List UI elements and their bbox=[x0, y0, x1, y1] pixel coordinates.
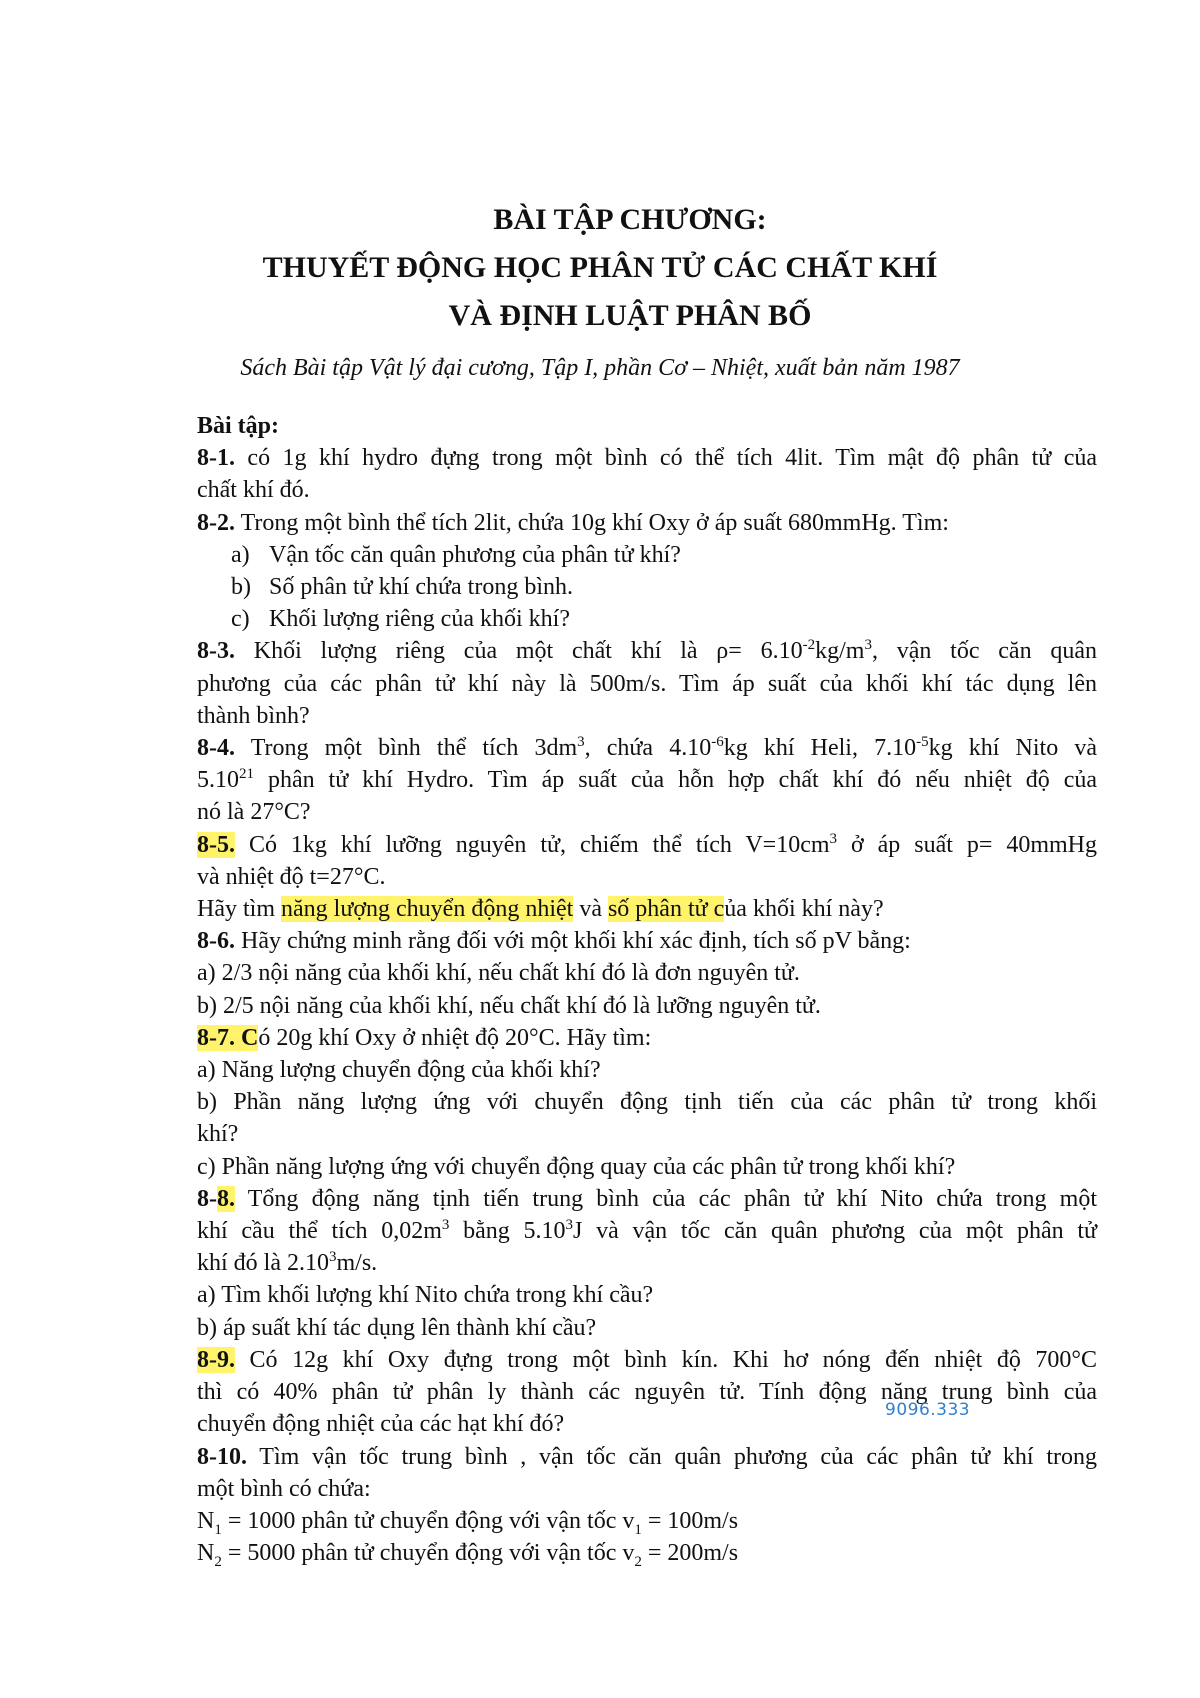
exercise-number: 8-10. bbox=[197, 1443, 247, 1470]
exercise-number-highlighted: 8-7. C bbox=[197, 1024, 259, 1051]
watermark-id: 9096.333 bbox=[885, 1400, 971, 1420]
exercise-8-3: 8-3. Khối lượng riêng của một chất khí là $\rho= 6.10^{-2}kg/m^3$, vận tốc căn quân bbox=[197, 637, 1098, 665]
document-title bbox=[0, 196, 1200, 340]
exercise-8-10: 8-10. Tìm vận tốc trung bình , vận tốc căn quân phương của các phân tử khí trong bbox=[197, 1443, 1097, 1470]
exercise-8-7: 8-7. Có 20g khí Oxy ở nhiệt độ 20°C. Hãy tìm: bbox=[197, 1024, 652, 1051]
exercise-number: 8-8. bbox=[197, 1185, 235, 1212]
source-subtitle: Sách Bài tập Vật lý đại cương, Tập I, phần Cơ – Nhiệt, xuất bản năm 1987 bbox=[240, 355, 960, 381]
highlighted-text: năng lượng chuyển động nhiệt bbox=[281, 896, 574, 923]
exercise-8-1: 8-1. có 1g khí hydro đựng trong một bình có thể tích 4lit. Tìm mật độ phân tử của bbox=[197, 445, 1097, 472]
exercise-number-highlighted: 8-5. bbox=[197, 831, 235, 858]
list-item: a) Vận tốc căn quân phương của phân tử khí? bbox=[231, 541, 681, 568]
title-line-1: BÀI TẬP CHƯƠNG: bbox=[493, 203, 767, 236]
list-item: $N_1 = 1000$ phân tử chuyển động với vận tốc $v_1 = 100m/s$ bbox=[197, 1507, 739, 1538]
section-heading: Bài tập: bbox=[197, 413, 280, 439]
title-line-2: THUYẾT ĐỘNG HỌC PHÂN TỬ CÁC CHẤT KHÍ bbox=[262, 251, 938, 284]
exercise-8-9: 8-9. Có 12g khí Oxy đựng trong một bình kín. Khi hơ nóng đến nhiệt độ 700°C bbox=[197, 1346, 1097, 1373]
list-item: c) Phần năng lượng ứng với chuyển động quay của các phân tử trong khối khí? bbox=[197, 1153, 956, 1180]
exercise-number-highlighted: 8-9. bbox=[197, 1346, 235, 1373]
list-item: b) Số phân tử khí chứa trong bình. bbox=[231, 574, 573, 601]
list-item: b) Phần năng lượng ứng với chuyển động tịnh tiến của các phân tử trong khối bbox=[197, 1089, 1097, 1116]
list-item: c) Khối lượng riêng của khối khí? bbox=[231, 606, 570, 633]
exercise-8-2: 8-2. Trong một bình thể tích 2lit, chứa 10g khí Oxy ở áp suất 680mmHg. Tìm: bbox=[197, 509, 949, 536]
exercise-8-4: 8-4. Trong một bình thể tích $3dm^3$, chứa $4.10^{-6}kg$ khí Heli, $7.10^{-5}kg$ khí Nito và bbox=[197, 734, 1097, 762]
exercise-list: Bài tập: 8-1. có 1g khí hydro đựng trong một bình có thể tích 4lit. Tìm mật độ phân tử của chất khí đó. 8-2. Trong một bình thể tích 2lit, chứa 10g khí Oxy ở áp suất 680mmHg. Tìm: a) Vận tốc căn quân phương của phân tử khí? b) Số phân tử khí chứa trong bình. c) Khối lượng riêng của khối khí? 8-3. Khối lượng riêng của một chất khí là $\rho= 6.10^{-2}kg/m^3$, vận tốc căn quân phương của các phân tử khí này là 500m/s. Tìm áp suất của khối khí tác dụng lên thành bình? 8-4. Trong một bình thể tích $3dm^3$, chứa $4.10^{-6}kg$ khí Heli, $7.10^{-5}kg$ khí Nito và 5.10$^{21}$ phân tử khí Hydro. Tìm áp suất của hỗn hợp chất khí đó nếu nhiệt độ của nó là 27°C? 8-5. Có 1kg khí lưỡng nguyên tử, chiếm thể tích $V=10cm^3$ ở áp suất p= 40mmHg và nhiệt độ t=27°C. Hãy tìm năng lượng chuyển động nhiệt và số phân tử của khối khí này? 8-6. Hãy chứng minh rằng đối với một khối khí xác định, tích số pV bằng: a) 2/3 nội năng của khối khí, nếu chất khí đó là đơn nguyên tử. b) 2/5 nội năng của khối khí, nếu chất khí đó là lưỡng nguyên tử. 8-7. Có 20g khí Oxy ở nhiệt độ 20°C. Hãy tìm: a) Năng lượng chuyển động của khối khí? b) Phần năng lượng ứng với chuyển động tịnh tiến của các phân tử trong khối khí? c) Phần năng lượng ứng với chuyển động quay của các phân tử trong khối khí? 8-8. Tổng động năng tịnh tiến trung bình của các phân tử khí Nito chứa trong một khí cầu thể tích $0,02m^3$ bằng 5.10$^3$J và vận tốc căn quân phương của một phân tử khí đó là 2.10$^3$m/s. a) Tìm khối lượng khí Nito chứa trong khí cầu? b) áp suất khí tác dụng lên thành khí cầu? 8-9. Có 12g khí Oxy đựng trong một bình kín. Khi hơ nóng đến nhiệt độ 700°C thì có 40% phân tử phân ly thành các nguyên tử. Tính động năng trung bình của chuyển động nhiệt của các hạt khí đó? 8-10. Tìm vận tốc trung bình , vận tốc căn quân phương của các phân tử khí trong một bình có chứa: $N_1 = 1000$ phân tử chuyển động với vận tốc $v_1 = 100m/s$ $N_2 = 5000$ phân tử chuyển động với vận tốc $v_2 = 200m/s$ bbox=[197, 410, 1097, 1569]
list-item: a) Năng lượng chuyển động của khối khí? bbox=[197, 1057, 601, 1084]
title-line-3: VÀ ĐỊNH LUẬT PHÂN BỐ bbox=[448, 299, 812, 332]
exercise-8-5: 8-5. Có 1kg khí lưỡng nguyên tử, chiếm thể tích $V=10cm^3$ ở áp suất p= 40mmHg bbox=[197, 830, 1097, 858]
exercise-8-6: 8-6. Hãy chứng minh rằng đối với một khối khí xác định, tích số pV bằng: bbox=[197, 928, 911, 955]
exercise-number: 8-2. bbox=[197, 509, 235, 536]
list-item: a) Tìm khối lượng khí Nito chứa trong khí cầu? bbox=[197, 1282, 654, 1309]
list-item: a) 2/3 nội năng của khối khí, nếu chất khí đó là đơn nguyên tử. bbox=[197, 960, 800, 987]
list-item: b) 2/5 nội năng của khối khí, nếu chất khí đó là lưỡng nguyên tử. bbox=[197, 992, 821, 1019]
highlighted-text: số phân tử c bbox=[607, 896, 725, 923]
exercise-number: 8-1. bbox=[197, 445, 235, 472]
list-item: $N_2 = 5000$ phân tử chuyển động với vận tốc $v_2 = 200m/s$ bbox=[197, 1540, 739, 1570]
exercise-number: 8-4. bbox=[197, 735, 235, 762]
exercise-number: 8-3. bbox=[197, 638, 235, 665]
exercise-number: 8-6. bbox=[197, 928, 235, 955]
list-item: b) áp suất khí tác dụng lên thành khí cầu? bbox=[197, 1314, 597, 1341]
exercise-8-8: 8-8. Tổng động năng tịnh tiến trung bình của các phân tử khí Nito chứa trong một bbox=[197, 1185, 1097, 1212]
